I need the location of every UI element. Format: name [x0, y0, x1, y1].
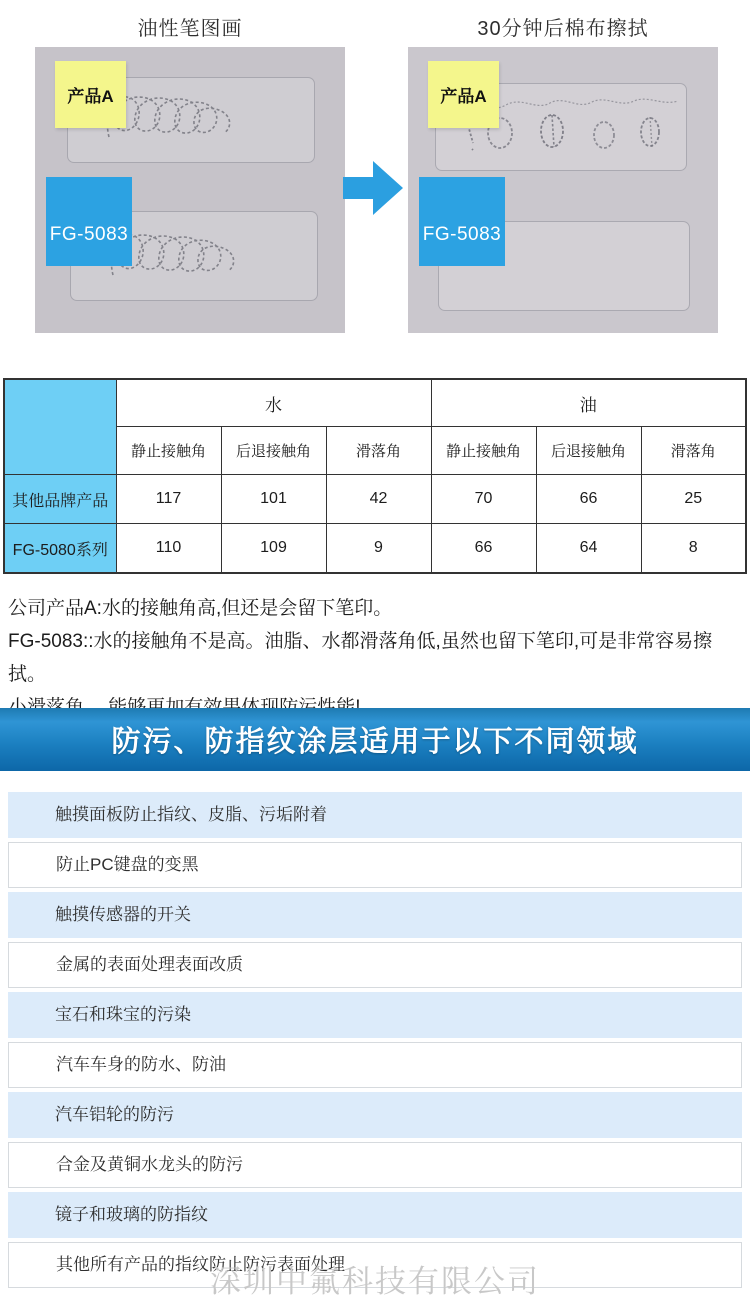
list-item: 宝石和珠宝的污染 — [8, 992, 742, 1038]
table-cell: 8 — [641, 524, 746, 574]
list-item: 其他所有产品的指纹防止防污表面处理 — [8, 1242, 742, 1288]
table-corner-cell — [4, 379, 116, 475]
before-photo — [35, 47, 345, 333]
table-row-label: 其他品牌产品 — [4, 475, 116, 524]
notes-paragraph — [8, 592, 746, 724]
contact-angle-table — [3, 378, 747, 574]
section-banner-title: 防污、防指纹涂层适用于以下不同领域 — [111, 726, 639, 758]
table-cell: 25 — [641, 475, 746, 524]
company-watermark: 深圳中氟科技有限公司 — [210, 1264, 540, 1299]
table-cell: 42 — [326, 475, 431, 524]
list-item: 金属的表面处理表面改质 — [8, 942, 742, 988]
table-cell: 66 — [431, 524, 536, 574]
table-cell: 117 — [116, 475, 221, 524]
table-sub-header: 滑落角 — [326, 427, 431, 475]
section-banner — [0, 708, 750, 771]
table-sub-header: 滑落角 — [641, 427, 746, 475]
table-group-header-water: 水 — [116, 379, 431, 427]
arrow-right-icon — [343, 161, 403, 215]
product-label: FG-5083 — [419, 177, 505, 266]
before-photo-title: 油性笔图画 — [137, 18, 243, 40]
product-label: FG-5083 — [46, 177, 132, 266]
list-item: 触摸面板防止指纹、皮脂、污垢附着 — [8, 792, 742, 838]
list-item: 汽车车身的防水、防油 — [8, 1042, 742, 1088]
table-cell: 101 — [221, 475, 326, 524]
pen-scribble-graphic — [103, 87, 283, 147]
table-cell: 110 — [116, 524, 221, 574]
table-sub-header: 静止接触角 — [431, 427, 536, 475]
sticky-note: 产品A — [428, 61, 499, 128]
table-sub-header: 后退接触角 — [221, 427, 326, 475]
pen-scribble-graphic — [107, 225, 287, 285]
after-photo — [408, 47, 718, 333]
after-photo-title: 30分钟后棉布擦拭 — [477, 18, 649, 40]
table-cell: 109 — [221, 524, 326, 574]
table-cell: 64 — [536, 524, 641, 574]
list-item: 汽车铝轮的防污 — [8, 1092, 742, 1138]
table-cell: 9 — [326, 524, 431, 574]
list-item: 镜子和玻璃的防指纹 — [8, 1192, 742, 1238]
table-row — [4, 475, 746, 524]
table-cell: 70 — [431, 475, 536, 524]
table-cell: 66 — [536, 475, 641, 524]
list-item: 触摸传感器的开关 — [8, 892, 742, 938]
sticky-note: 产品A — [55, 61, 126, 128]
note-line: FG-5083::水的接触角不是高。油脂、水都滑落角低,虽然也留下笔印,可是非常容易擦拭。 — [8, 631, 713, 685]
table-row-label: FG-5080系列 — [4, 524, 116, 574]
note-line: 公司产品A:水的接触角高,但还是会留下笔印。 — [8, 598, 393, 619]
applications-list — [8, 792, 742, 1292]
table-sub-header: 静止接触角 — [116, 427, 221, 475]
table-sub-header: 后退接触角 — [536, 427, 641, 475]
list-item: 合金及黄铜水龙头的防污 — [8, 1142, 742, 1188]
table-group-header-oil: 油 — [431, 379, 746, 427]
list-item: 防止PC键盘的变黑 — [8, 842, 742, 888]
table-row — [4, 524, 746, 574]
